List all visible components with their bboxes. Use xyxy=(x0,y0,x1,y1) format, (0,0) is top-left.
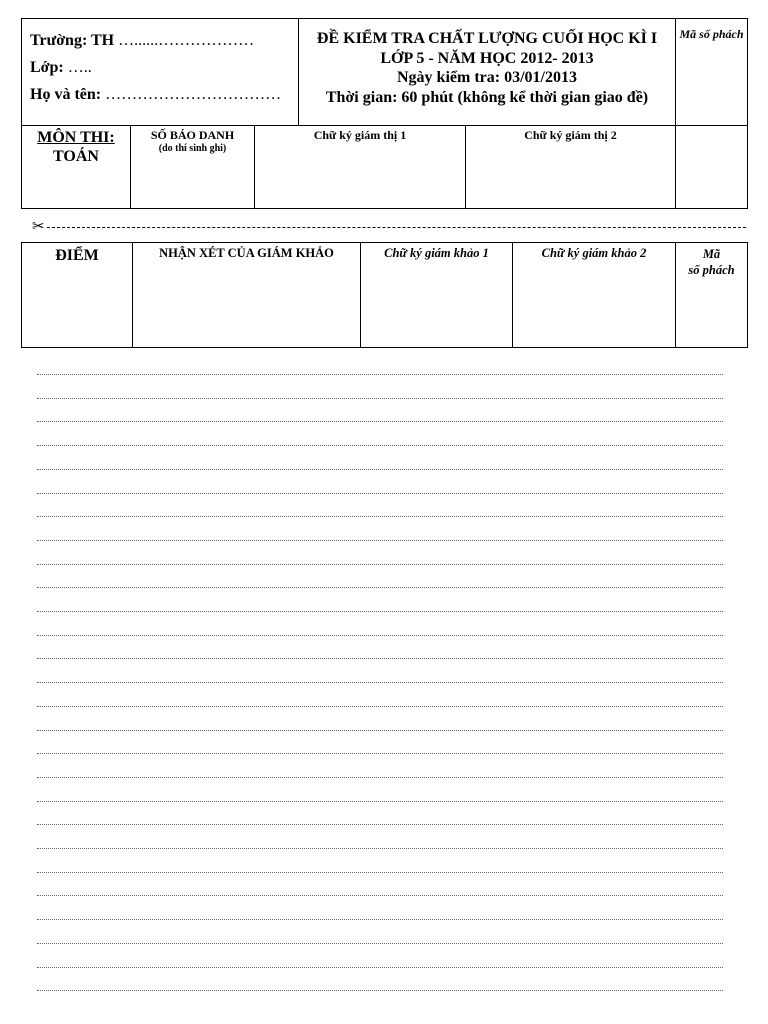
scissors-icon: ✂ xyxy=(32,219,45,235)
exam-duration: Thời gian: 60 phút (không kể thời gian giao đề) xyxy=(325,88,649,106)
sbd-cell[interactable] xyxy=(131,126,255,209)
student-info-cell xyxy=(22,19,299,126)
answer-line[interactable] xyxy=(37,374,723,375)
comment-label: NHẬN XÉT CỦA GIÁM KHẢO xyxy=(159,246,334,260)
exam-grade-year: LỚP 5 - NĂM HỌC 2012- 2013 xyxy=(380,49,594,67)
proctor1-cell[interactable] xyxy=(255,126,466,209)
blank-cell xyxy=(676,126,748,209)
answer-line[interactable] xyxy=(37,824,723,825)
answer-line[interactable] xyxy=(37,967,723,968)
ma-so-phach-2-line2: số phách xyxy=(688,263,735,277)
answer-line[interactable] xyxy=(37,564,723,565)
answer-line[interactable] xyxy=(37,919,723,920)
name-label: Họ và tên: xyxy=(30,86,102,103)
answer-area[interactable] xyxy=(37,374,723,1014)
answer-line[interactable] xyxy=(37,801,723,802)
school-label: Trường: TH xyxy=(30,32,115,49)
exam-date: Ngày kiểm tra: 03/01/2013 xyxy=(397,69,577,86)
subject-value: TOÁN xyxy=(53,148,99,165)
grading-table xyxy=(21,242,748,348)
answer-line[interactable] xyxy=(37,493,723,494)
answer-line[interactable] xyxy=(37,753,723,754)
class-label: Lớp: xyxy=(30,59,64,76)
answer-line[interactable] xyxy=(37,895,723,896)
exam-title: ĐỀ KIỂM TRA CHẤT LƯỢNG CUỐI HỌC KÌ I xyxy=(316,30,658,47)
ma-so-phach-cell-2 xyxy=(676,243,748,348)
score-label: ĐIỂM xyxy=(55,247,99,264)
comment-cell[interactable] xyxy=(133,243,361,348)
examiner2-cell[interactable] xyxy=(513,243,676,348)
answer-line[interactable] xyxy=(37,943,723,944)
answer-line[interactable] xyxy=(37,445,723,446)
examiner1-label: Chữ ký giám khảo 1 xyxy=(384,246,489,260)
sbd-note: (do thí sinh ghi) xyxy=(158,143,227,154)
school-field[interactable]: …......……………… xyxy=(118,32,255,49)
answer-line[interactable] xyxy=(37,730,723,731)
subject-cell xyxy=(22,126,131,209)
answer-line[interactable] xyxy=(37,469,723,470)
answer-line[interactable] xyxy=(37,777,723,778)
answer-line[interactable] xyxy=(37,990,723,991)
cut-dashed-line xyxy=(47,227,746,228)
cut-line xyxy=(32,219,746,235)
score-cell[interactable] xyxy=(22,243,133,348)
exam-title-cell xyxy=(299,19,676,126)
examiner2-label: Chữ ký giám khảo 2 xyxy=(541,246,647,260)
ma-so-phach-label: Mã số phách xyxy=(679,27,744,41)
answer-line[interactable] xyxy=(37,421,723,422)
sbd-label: SỐ BÁO DANH xyxy=(150,128,235,142)
subject-label: MÔN THI: xyxy=(37,129,115,146)
name-field[interactable]: …………………………… xyxy=(105,86,282,103)
examiner1-cell[interactable] xyxy=(361,243,513,348)
answer-line[interactable] xyxy=(37,848,723,849)
header-table xyxy=(21,18,748,209)
ma-so-phach-cell xyxy=(676,19,748,126)
answer-line[interactable] xyxy=(37,587,723,588)
ma-so-phach-2-line1: Mã xyxy=(702,247,721,261)
proctor1-label: Chữ ký giám thị 1 xyxy=(313,128,407,142)
answer-line[interactable] xyxy=(37,682,723,683)
answer-line[interactable] xyxy=(37,611,723,612)
proctor2-cell[interactable] xyxy=(466,126,676,209)
answer-line[interactable] xyxy=(37,658,723,659)
answer-line[interactable] xyxy=(37,398,723,399)
answer-line[interactable] xyxy=(37,516,723,517)
class-field[interactable]: ….. xyxy=(67,59,92,76)
answer-line[interactable] xyxy=(37,540,723,541)
proctor2-label: Chữ ký giám thị 2 xyxy=(524,128,617,142)
answer-line[interactable] xyxy=(37,706,723,707)
answer-line[interactable] xyxy=(37,635,723,636)
answer-line[interactable] xyxy=(37,872,723,873)
